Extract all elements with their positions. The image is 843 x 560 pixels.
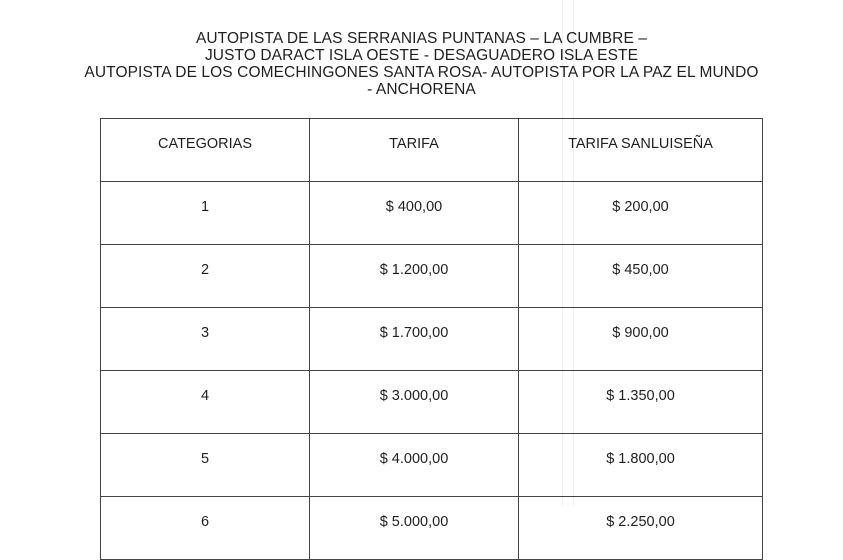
cell-category: 4 — [101, 371, 310, 434]
header-tarifa-sanluisena: TARIFA SANLUISEÑA — [519, 119, 763, 182]
cell-tarifa: $ 1.700,00 — [310, 308, 519, 371]
cell-category: 1 — [101, 182, 310, 245]
table-row — [101, 371, 763, 434]
header-tarifa: TARIFA — [310, 119, 519, 182]
cell-tarifa-sanluisena: $ 200,00 — [519, 182, 763, 245]
cell-tarifa-sanluisena: $ 2.250,00 — [519, 497, 763, 560]
cell-category: 2 — [101, 245, 310, 308]
header-categorias: CATEGORIAS — [101, 119, 310, 182]
cell-tarifa: $ 1.200,00 — [310, 245, 519, 308]
table-row — [101, 434, 763, 497]
table-header-row — [101, 119, 763, 182]
title-line-2: JUSTO DARACT ISLA OESTE - DESAGUADERO ISLA ESTE — [204, 47, 639, 64]
document-title — [0, 30, 843, 98]
title-line-3: AUTOPISTA DE LOS COMECHINGONES SANTA ROSA- AUTOPISTA POR LA PAZ EL MUNDO — [84, 64, 759, 81]
toll-rates-table — [100, 118, 763, 560]
cell-tarifa: $ 5.000,00 — [310, 497, 519, 560]
cell-tarifa: $ 4.000,00 — [310, 434, 519, 497]
table-row — [101, 245, 763, 308]
table-row — [101, 497, 763, 560]
cell-tarifa: $ 3.000,00 — [310, 371, 519, 434]
cell-tarifa-sanluisena: $ 900,00 — [519, 308, 763, 371]
table-row — [101, 182, 763, 245]
cell-tarifa-sanluisena: $ 1.800,00 — [519, 434, 763, 497]
cell-category: 3 — [101, 308, 310, 371]
cell-tarifa-sanluisena: $ 1.350,00 — [519, 371, 763, 434]
cell-category: 5 — [101, 434, 310, 497]
cell-tarifa: $ 400,00 — [310, 182, 519, 245]
table-row — [101, 308, 763, 371]
cell-category: 6 — [101, 497, 310, 560]
title-line-4: - ANCHORENA — [367, 81, 476, 98]
cell-tarifa-sanluisena: $ 450,00 — [519, 245, 763, 308]
title-line-1: AUTOPISTA DE LAS SERRANIAS PUNTANAS – LA CUMBRE – — [195, 30, 648, 47]
